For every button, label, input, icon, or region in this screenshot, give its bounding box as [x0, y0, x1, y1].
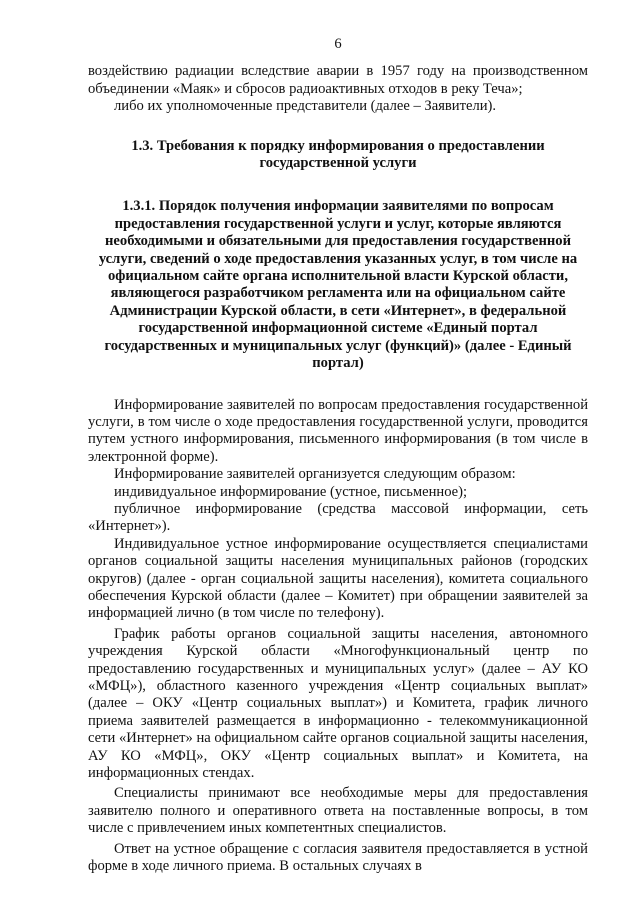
intro-paragraph-2: либо их уполномоченные представители (далее – Заявители). [114, 98, 497, 115]
body-paragraph: Информирование заявителей по вопросам предоставления государственной услуги, в том числе о ходе предоставления государственной услуги, проводится путем устного информирования, письменного информирования (в том числе в электронной форме). [88, 396, 588, 465]
body-paragraph: Ответ на устное обращение с согласия заявителя предоставляется в устной форме в ходе личного приема. В остальных случаях в [88, 840, 588, 875]
intro-paragraph-1: воздействию радиации вследствие аварии в 1957 году на производственном объединении «Маяк» и сбросов радиоактивных отходов в реку Теча»; [88, 63, 588, 97]
body-paragraph: индивидуальное информирование (устное, письменное); [114, 483, 468, 500]
body-paragraph: Индивидуальное устное информирование осуществляется специалистами органов социальной защиты населения муниципальных районов (городских округов) (далее - орган социальной защиты населения), комитета социального обеспечения Курской области (далее – Комитет) при обращении заявителей за информацией лично (в том числе по телефону). [88, 535, 588, 622]
section-1-3-heading: 1.3. Требования к порядку информирования о предоставлении государственной услуги [131, 137, 545, 172]
section-1-3-1-heading: 1.3.1. Порядок получения информации заявителями по вопросам предоставления государственной услуги и услуг, которые являются необходимыми и обязательными для предоставления государственной услуги, сведений о ходе предоставления указанных услуг, в том числе на официальном сайте органа исполнительной власти Курской области, являющегося разработчиком регламента или на официальном сайте Администрации Курской области, в сети «Интернет», в федеральной государственной информационной системе «Единый портал государственных и муниципальных услуг (функций)» (далее - Единый портал) [98, 198, 578, 372]
body-paragraph: Специалисты принимают все необходимые меры для предоставления заявителю полного и оперативного ответа на поставленные вопросы, в том числе с привлечением иных компетентных специалистов. [88, 785, 588, 837]
section-body [88, 397, 588, 876]
page-number: 6 [334, 36, 342, 52]
body-paragraph: График работы органов социальной защиты населения, автономного учреждения Курской области «Многофункциональный центр по предоставлению государственных и муниципальных услуг» (далее – АУ КО «МФЦ»), областного казенного учреждения «Центр социальных выплат» (далее – ОКУ «Центр социальных выплат») и Комитета, график личного приема заявителей размещается в информационно - телекоммуникационной сети «Интернет» на официальном сайте органов социальной защиты населения, АУ КО «МФЦ», ОКУ «Центр социальных выплат» и Комитета, на информационных стендах. [88, 625, 588, 782]
body-paragraph: Информирование заявителей организуется следующим образом: [114, 466, 516, 483]
body-paragraph: публичное информирование (средства массовой информации, сеть «Интернет»). [88, 500, 588, 535]
